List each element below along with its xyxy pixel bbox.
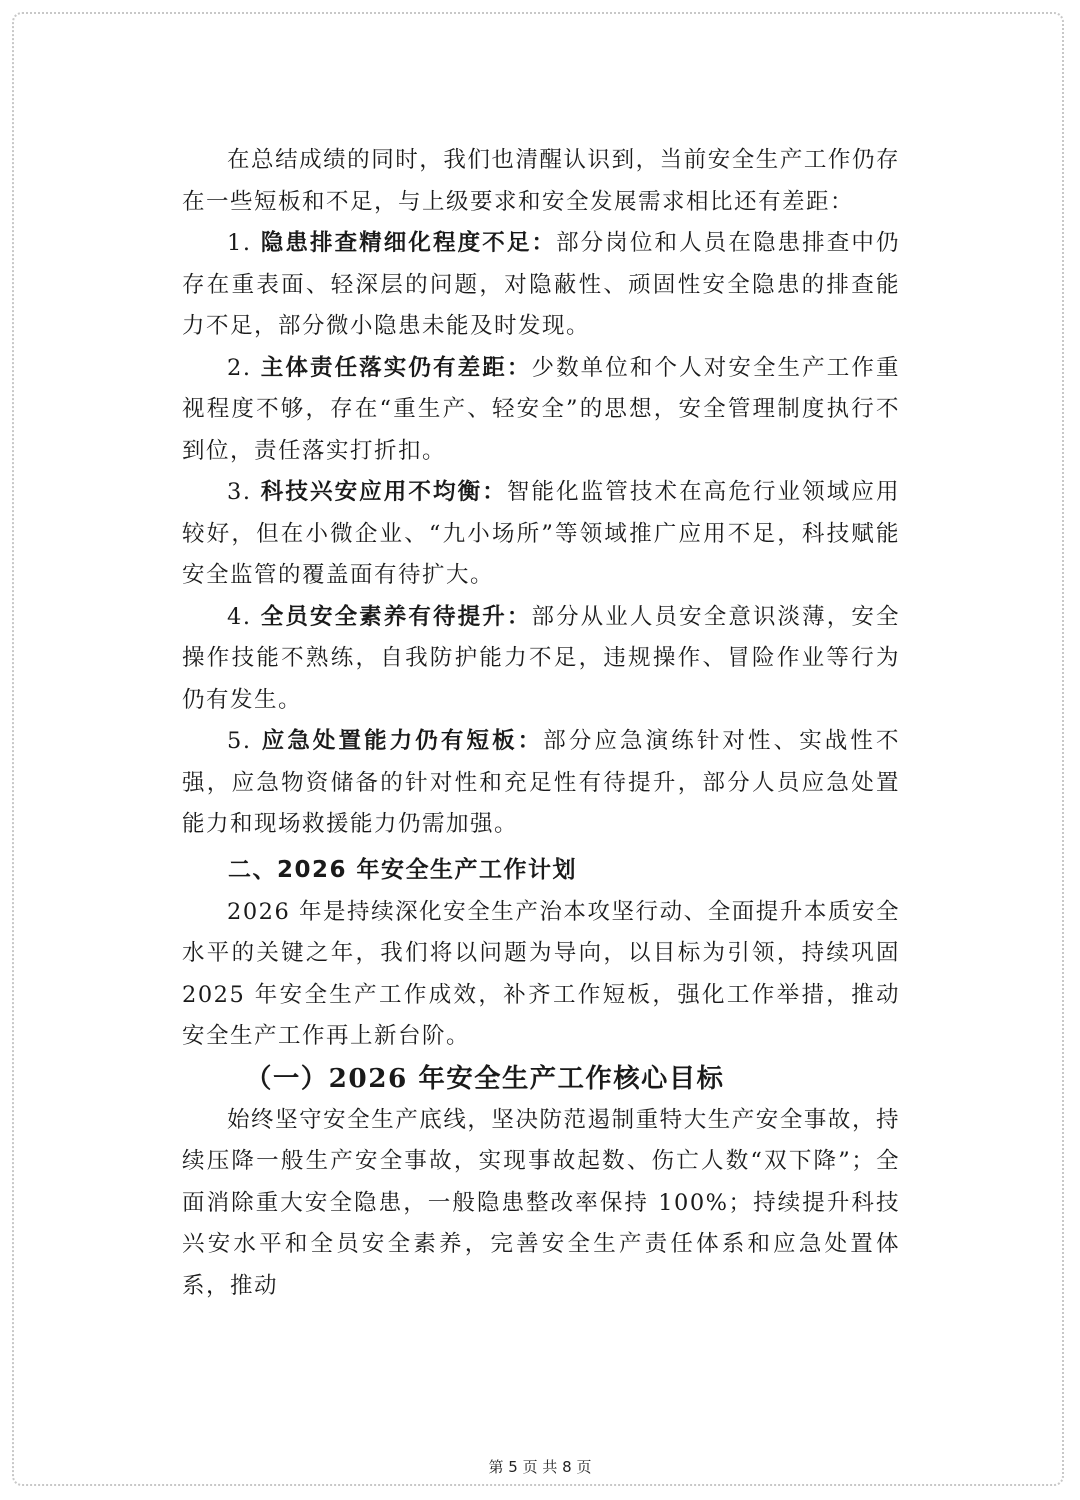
section-heading: 二、2026 年安全生产工作计划 xyxy=(228,856,578,883)
issue-heading: 全员安全素养有待提升： xyxy=(260,603,532,630)
section-paragraph: 2026 年是持续深化安全生产治本攻坚行动、全面提升本质安全水平的关键之年，我们将以问题为导向，以目标为引领，持续巩固 2025 年安全生产工作成效，补齐工作短板，强化工作举措，推动安全生产工作再上新台阶。 xyxy=(182,898,900,1049)
issue-number: 5. xyxy=(227,728,252,754)
issue-heading: 隐患排查精细化程度不足： xyxy=(260,230,557,256)
issue-item-1 xyxy=(182,223,900,348)
issue-item-4 xyxy=(182,597,900,722)
issue-item-2 xyxy=(182,348,900,473)
issue-heading: 科技兴安应用不均衡： xyxy=(260,479,507,505)
page-number-footer: 第 5 页 共 8 页 xyxy=(488,1458,592,1476)
issue-item-5 xyxy=(182,721,900,846)
issue-number: 3. xyxy=(227,479,252,505)
issue-heading: 应急处置能力仍有短板： xyxy=(261,728,544,754)
issue-body: 部分从业人员安全意识淡薄，安全操作技能不熟练，自我防护能力不足，违规操作、冒险作业等行为仍有发生。 xyxy=(182,603,900,713)
issues-list xyxy=(182,223,900,846)
document-body xyxy=(182,140,900,1307)
issue-item-3 xyxy=(182,472,900,597)
issue-number: 4. xyxy=(227,603,252,630)
issue-heading: 主体责任落实仍有差距： xyxy=(260,354,532,381)
intro-paragraph: 在总结成绩的同时，我们也清醒认识到，当前安全生产工作仍存在一些短板和不足，与上级要求和安全发展需求相比还有差距： xyxy=(182,147,900,215)
issue-body: 智能化监管技术在高危行业领域应用较好，但在小微企业、“九小场所”等领域推广应用不足，科技赋能安全监管的覆盖面有待扩大。 xyxy=(182,479,900,588)
subsection-heading: （一）2026 年安全生产工作核心目标 xyxy=(245,1062,725,1094)
issue-body: 少数单位和个人对安全生产工作重视程度不够，存在“重生产、轻安全”的思想，安全管理制度执行不到位，责任落实打折扣。 xyxy=(182,354,900,464)
issue-number: 1. xyxy=(227,230,252,256)
subsection-paragraph: 始终坚守安全生产底线，坚决防范遏制重特大生产安全事故，持续压降一般生产安全事故，实现事故起数、伤亡人数“双下降”；全面消除重大安全隐患，一般隐患整改率保持 100%；持续提升科技兴安水平和全员安全素养，完善安全生产责任体系和应急处置体系，推动 xyxy=(182,1106,900,1299)
issue-number: 2. xyxy=(227,354,252,381)
issue-body: 部分应急演练针对性、实战性不强，应急物资储备的针对性和充足性有待提升，部分人员应急处置能力和现场救援能力仍需加强。 xyxy=(182,728,900,837)
issue-body: 部分岗位和人员在隐患排查中仍存在重表面、轻深层的问题，对隐蔽性、顽固性安全隐患的排查能力不足，部分微小隐患未能及时发现。 xyxy=(182,230,900,339)
